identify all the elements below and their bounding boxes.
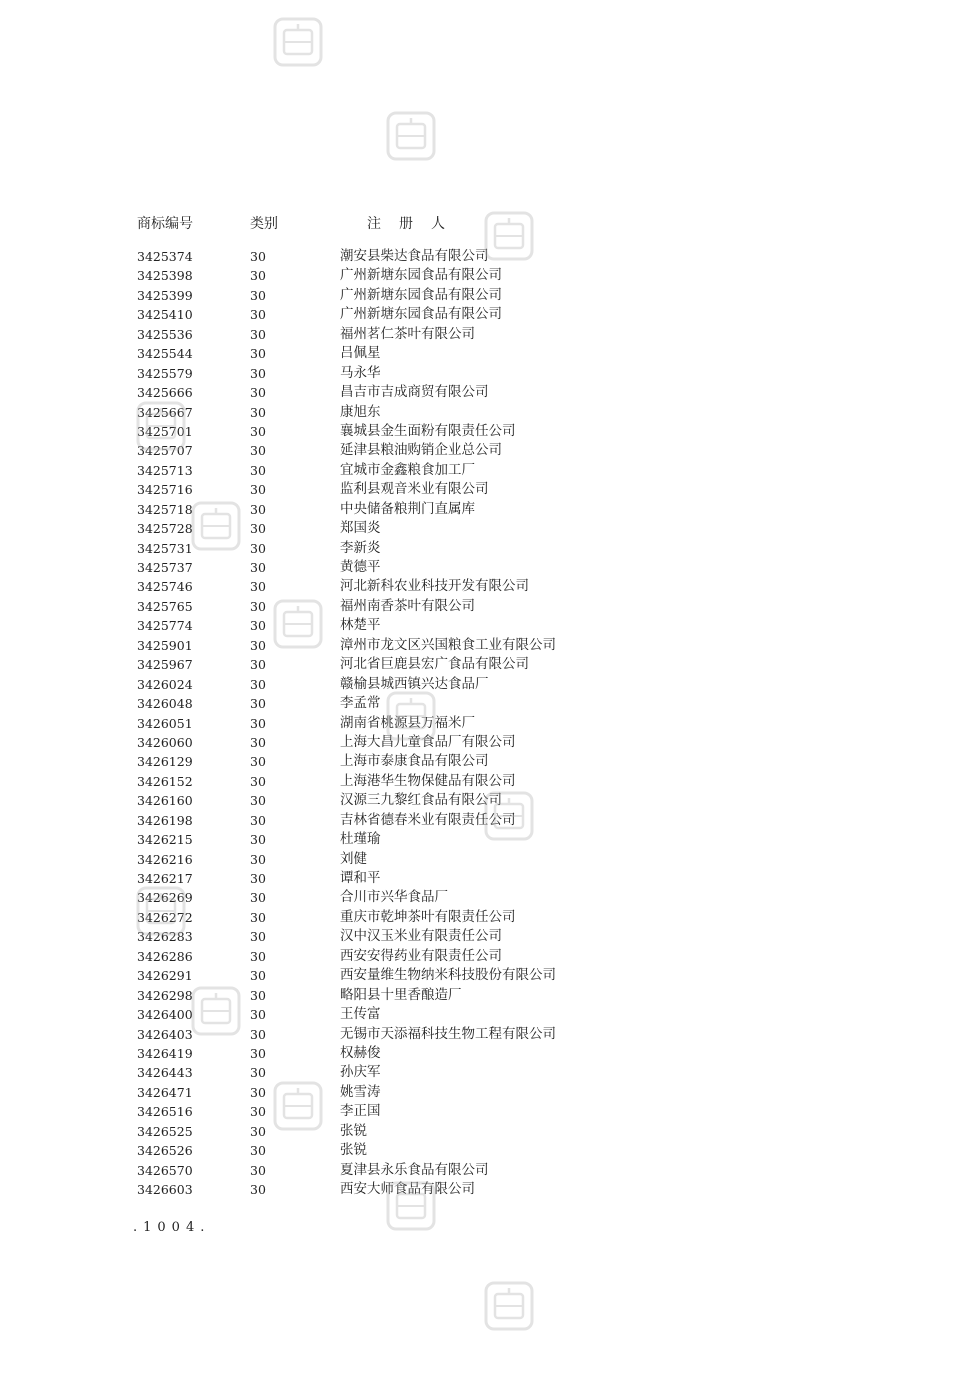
row-registrant: 漳州市龙文区兴国粮食工业有限公司 [340, 636, 556, 653]
watermark-stamp-icon [483, 1280, 535, 1332]
row-registrant: 福州茗仁茶叶有限公司 [340, 325, 475, 342]
row-class: 30 [250, 423, 266, 439]
table-row [0, 733, 980, 752]
row-class: 30 [250, 890, 266, 906]
row-trademark-number: 3426471 [137, 1084, 193, 1100]
row-trademark-number: 3425399 [137, 287, 193, 303]
table-row [0, 1141, 980, 1160]
row-class: 30 [250, 851, 266, 867]
table-row [0, 558, 980, 577]
row-class: 30 [250, 1143, 266, 1159]
row-registrant: 上海港华生物保健品有限公司 [340, 772, 516, 789]
row-class: 30 [250, 832, 266, 848]
row-registrant: 广州新塘东园食品有限公司 [340, 286, 502, 303]
row-class: 30 [250, 715, 266, 731]
row-class: 30 [250, 968, 266, 984]
table-row [0, 480, 980, 499]
row-trademark-number: 3426048 [137, 696, 193, 712]
row-trademark-number: 3425536 [137, 326, 193, 342]
row-registrant: 杜瑾瑜 [340, 831, 381, 848]
row-registrant: 马永华 [340, 364, 381, 381]
table-row [0, 344, 980, 363]
row-trademark-number: 3425374 [137, 249, 193, 264]
row-trademark-number: 3425765 [137, 598, 193, 614]
row-class: 30 [250, 1007, 266, 1023]
table-row [0, 577, 980, 596]
row-registrant: 谭和平 [340, 870, 381, 886]
row-class: 30 [250, 696, 266, 712]
row-trademark-number: 3425579 [137, 365, 193, 381]
table-row [0, 947, 980, 966]
row-registrant: 上海市泰康食品有限公司 [340, 753, 489, 770]
row-class: 30 [250, 909, 266, 925]
row-trademark-number: 3426152 [137, 773, 193, 789]
row-registrant: 襄城县金生面粉有限责任公司 [340, 422, 516, 439]
table-row [0, 519, 980, 538]
row-trademark-number: 3426272 [137, 909, 193, 925]
row-trademark-number: 3426298 [137, 987, 193, 1003]
row-class: 30 [250, 462, 266, 478]
row-trademark-number: 3425716 [137, 482, 193, 498]
table-row [0, 1063, 980, 1082]
row-trademark-number: 3425701 [137, 423, 193, 439]
row-trademark-number: 3425667 [137, 404, 193, 420]
row-class: 30 [250, 793, 266, 809]
row-trademark-number: 3426216 [137, 851, 193, 867]
table-row [0, 266, 980, 285]
row-trademark-number: 3426024 [137, 676, 193, 692]
row-registrant: 河北新科农业科技开发有限公司 [340, 578, 529, 595]
row-registrant: 汉中汉玉米业有限责任公司 [340, 928, 502, 945]
row-class: 30 [250, 618, 266, 634]
row-class: 30 [250, 637, 266, 653]
row-class: 30 [250, 1084, 266, 1100]
row-registrant: 中央储备粮荆门直属库 [340, 500, 475, 517]
row-registrant: 略阳县十里香酿造厂 [340, 986, 462, 1003]
row-class: 30 [250, 501, 266, 517]
row-trademark-number: 3426526 [137, 1143, 193, 1159]
row-class: 30 [250, 482, 266, 498]
row-class: 30 [250, 871, 266, 886]
row-class: 30 [250, 560, 266, 575]
row-trademark-number: 3425398 [137, 268, 193, 284]
row-registrant: 河北省巨鹿县宏广食品有限公司 [340, 656, 529, 673]
watermark-stamp-icon [385, 1180, 437, 1232]
watermark-stamp-icon [272, 1080, 324, 1132]
row-trademark-number: 3426400 [137, 1007, 193, 1023]
row-class: 30 [250, 773, 266, 789]
row-registrant: 赣榆县城西镇兴达食品厂 [340, 675, 489, 692]
table-row [0, 675, 980, 694]
table-row [0, 364, 980, 383]
row-trademark-number: 3425728 [137, 521, 193, 537]
row-class: 30 [250, 540, 266, 556]
row-trademark-number: 3426525 [137, 1123, 193, 1139]
row-trademark-number: 3425544 [137, 346, 193, 362]
row-trademark-number: 3425666 [137, 385, 193, 401]
row-registrant: 康旭东 [340, 403, 381, 420]
row-trademark-number: 3426129 [137, 754, 193, 770]
table-row [0, 694, 980, 713]
row-class: 30 [250, 521, 266, 537]
row-class: 30 [250, 812, 266, 828]
watermark-stamp-icon [135, 885, 187, 937]
row-class: 30 [250, 579, 266, 595]
row-class: 30 [250, 598, 266, 614]
row-class: 30 [250, 1104, 266, 1120]
table-row [0, 1102, 980, 1121]
row-registrant: 李正国 [340, 1103, 381, 1120]
row-trademark-number: 3426217 [137, 871, 193, 886]
row-registrant: 夏津县永乐食品有限公司 [340, 1161, 489, 1178]
row-registrant: 孙庆军 [340, 1064, 381, 1081]
table-row [0, 1180, 980, 1199]
row-trademark-number: 3426269 [137, 890, 193, 906]
table-row [0, 539, 980, 558]
row-trademark-number: 3426603 [137, 1182, 193, 1197]
row-registrant: 合川市兴华食品厂 [340, 889, 448, 906]
row-registrant: 延津县粮油购销企业总公司 [340, 442, 502, 459]
row-registrant: 监利县观音米业有限公司 [340, 481, 489, 498]
watermark-stamp-icon [385, 690, 437, 742]
row-trademark-number: 3426060 [137, 734, 193, 750]
row-trademark-number: 3425713 [137, 462, 193, 478]
row-registrant: 姚雪涛 [340, 1083, 381, 1100]
row-class: 30 [250, 346, 266, 362]
row-class: 30 [250, 1045, 266, 1061]
row-class: 30 [250, 287, 266, 303]
row-trademark-number: 3425718 [137, 501, 193, 517]
row-registrant: 李孟常 [340, 695, 381, 712]
row-registrant: 张锐 [340, 1122, 367, 1139]
watermark-stamp-icon [385, 110, 437, 162]
row-registrant: 昌吉市吉成商贸有限公司 [340, 384, 489, 401]
row-registrant: 张锐 [340, 1142, 367, 1159]
table-row [0, 772, 980, 791]
row-registrant: 上海大昌儿童食品厂有限公司 [340, 733, 516, 750]
table-row [0, 305, 980, 324]
row-registrant: 刘健 [340, 850, 367, 867]
row-trademark-number: 3426051 [137, 715, 193, 731]
row-registrant: 潮安县柴达食品有限公司 [340, 248, 489, 264]
row-trademark-number: 3425410 [137, 307, 193, 323]
table-row [0, 1083, 980, 1102]
table-row [0, 286, 980, 305]
row-registrant: 广州新塘东园食品有限公司 [340, 267, 502, 284]
watermark-stamp-icon [483, 210, 535, 262]
row-trademark-number: 3426516 [137, 1104, 193, 1120]
watermark-stamp-icon [190, 985, 242, 1037]
row-trademark-number: 3426403 [137, 1026, 193, 1042]
row-class: 30 [250, 404, 266, 420]
row-trademark-number: 3426283 [137, 929, 193, 945]
row-registrant: 广州新塘东园食品有限公司 [340, 306, 502, 323]
watermark-stamp-icon [135, 400, 187, 452]
row-trademark-number: 3425731 [137, 540, 193, 556]
row-trademark-number: 3426570 [137, 1162, 193, 1178]
table-row [0, 325, 980, 344]
header-trademark-number: 商标编号 [137, 216, 193, 232]
row-class: 30 [250, 1162, 266, 1178]
table-row [0, 1005, 980, 1024]
row-registrant: 黄德平 [340, 559, 381, 575]
row-trademark-number: 3426215 [137, 832, 193, 848]
row-trademark-number: 3425901 [137, 637, 193, 653]
table-row [0, 1044, 980, 1063]
table-row [0, 616, 980, 635]
row-trademark-number: 3425746 [137, 579, 193, 595]
row-class: 30 [250, 754, 266, 770]
table-row [0, 1122, 980, 1141]
row-class: 30 [250, 326, 266, 342]
row-registrant: 西安大师食品有限公司 [340, 1181, 475, 1197]
row-registrant: 王传富 [340, 1006, 381, 1023]
table-row [0, 850, 980, 869]
row-registrant: 西安安得药业有限责任公司 [340, 947, 502, 964]
row-registrant: 重庆市乾坤茶叶有限责任公司 [340, 908, 516, 925]
row-registrant: 湖南省桃源县万福米厂 [340, 714, 475, 731]
row-class: 30 [250, 365, 266, 381]
row-registrant: 权赫俊 [340, 1044, 381, 1061]
row-class: 30 [250, 443, 266, 459]
table-row [0, 636, 980, 655]
table-body [0, 247, 980, 1199]
row-class: 30 [250, 307, 266, 323]
page-number: .1004. [133, 1220, 211, 1235]
table-row [0, 752, 980, 771]
table-row [0, 500, 980, 519]
row-registrant: 无锡市天添福科技生物工程有限公司 [340, 1025, 556, 1042]
row-trademark-number: 3425737 [137, 560, 193, 575]
row-class: 30 [250, 987, 266, 1003]
watermark-stamp-icon [272, 16, 324, 68]
row-class: 30 [250, 948, 266, 964]
table-row [0, 461, 980, 480]
row-class: 30 [250, 1026, 266, 1042]
row-trademark-number: 3426419 [137, 1045, 193, 1061]
row-registrant: 林楚平 [340, 617, 381, 634]
row-class: 30 [250, 929, 266, 945]
row-class: 30 [250, 1065, 266, 1081]
watermark-stamp-icon [190, 500, 242, 552]
row-class: 30 [250, 268, 266, 284]
row-class: 30 [250, 249, 266, 264]
row-registrant: 汉源三九黎红食品有限公司 [340, 792, 502, 809]
row-registrant: 西安量维生物纳米科技股份有限公司 [340, 967, 556, 984]
row-registrant: 李新炎 [340, 539, 381, 556]
table-row [0, 597, 980, 616]
header-class: 类别 [250, 216, 278, 232]
row-trademark-number: 3426286 [137, 948, 193, 964]
row-trademark-number: 3426160 [137, 793, 193, 809]
table-row [0, 986, 980, 1005]
row-registrant: 吕佩星 [340, 345, 381, 362]
row-class: 30 [250, 1123, 266, 1139]
row-trademark-number: 3425707 [137, 443, 193, 459]
row-class: 30 [250, 676, 266, 692]
header-registrant: 注册人 [367, 216, 463, 232]
row-trademark-number: 3426291 [137, 968, 193, 984]
row-class: 30 [250, 1182, 266, 1197]
row-trademark-number: 3425774 [137, 618, 193, 634]
row-registrant: 福州南香茶叶有限公司 [340, 597, 475, 614]
row-trademark-number: 3425967 [137, 657, 193, 673]
row-class: 30 [250, 385, 266, 401]
table-row [0, 714, 980, 733]
table-row [0, 966, 980, 985]
row-trademark-number: 3426198 [137, 812, 193, 828]
row-class: 30 [250, 734, 266, 750]
table-row [0, 1161, 980, 1180]
watermark-stamp-icon [272, 598, 324, 650]
table-row [0, 1025, 980, 1044]
watermark-stamp-icon [483, 790, 535, 842]
table-row [0, 655, 980, 674]
row-registrant: 宜城市金鑫粮食加工厂 [340, 461, 475, 478]
row-registrant: 郑国炎 [340, 520, 381, 537]
row-class: 30 [250, 657, 266, 673]
row-registrant: 吉林省德春米业有限责任公司 [340, 811, 516, 828]
row-trademark-number: 3426443 [137, 1065, 193, 1081]
